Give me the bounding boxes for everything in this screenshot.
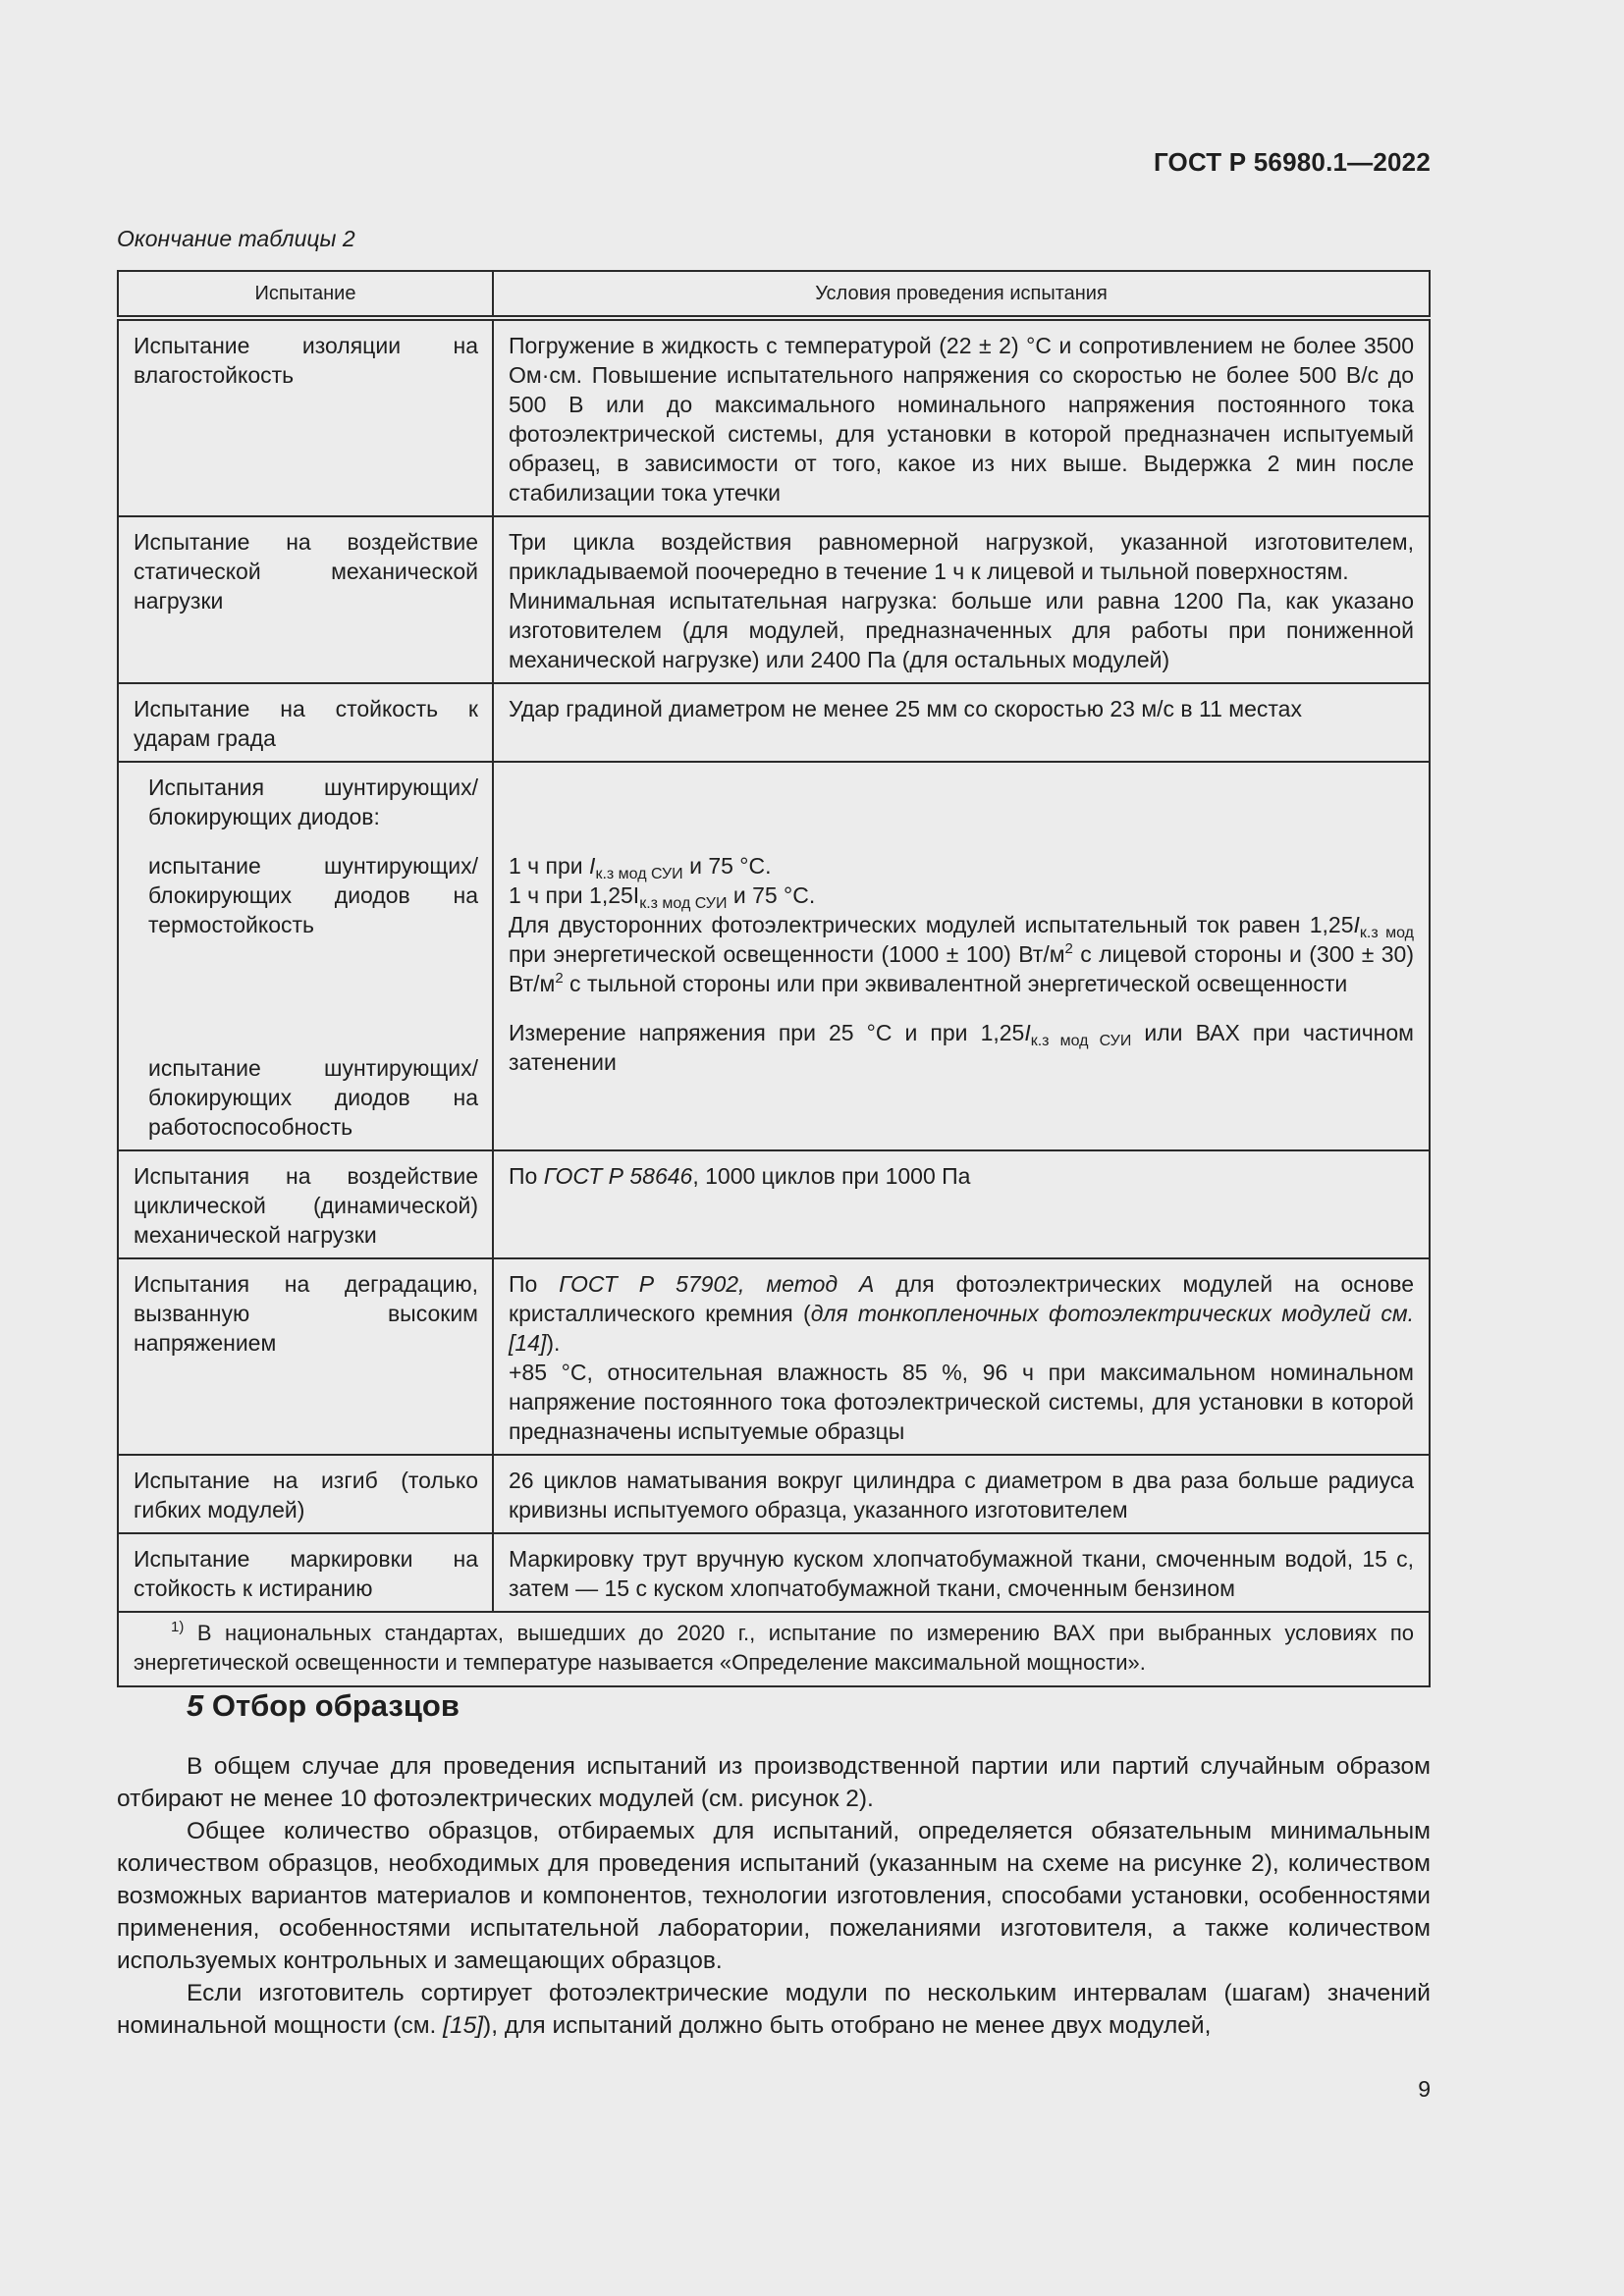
test-name-cell: Испытания на деградацию, вызванную высоким напряжением (118, 1258, 493, 1455)
function-condition-paragraph: Измерение напряжения при 25 °С и при $1,25I_{к.з мод СУИ}$ или ВАХ при частичном затенении (509, 1020, 1414, 1075)
section-body (117, 1750, 1431, 2042)
conditions-cell (493, 1258, 1430, 1455)
table-row (118, 1455, 1430, 1533)
thermal-condition-line: 1 ч при $I_{к.з мод СУИ}$ и 75 °С. (509, 853, 772, 882)
conditions-paragraph: По ГОСТ Р 57902, метод А для фотоэлектрических модулей на основе кристаллического кремния (для тонкопленочных фотоэлектрических модулей см. [14]). (509, 1271, 1414, 1356)
footnote-marker: 1) (171, 1619, 185, 1635)
standard-reference: ГОСТ Р 58646 (543, 1163, 693, 1189)
column-header-test: Испытание (118, 271, 493, 318)
conditions-paragraph: Три цикла воздействия равномерной нагрузкой, указанной изготовителем, прикладываемой поочередно в течение 1 ч к лицевой и тыльной поверхностям. (509, 529, 1414, 584)
conditions-cell (493, 516, 1430, 683)
thermal-condition-line: 1 ч при $1,25I_{к.з мод СУИ}$ и 75 °С. (509, 882, 816, 912)
conditions-cell: 26 циклов наматывания вокруг цилиндра с диаметром в два раза больше радиуса кривизны испытуемого образца, указанного изготовителем (493, 1455, 1430, 1533)
test-name-cell (118, 762, 493, 1150)
body-paragraph: В общем случае для проведения испытаний из производственной партии или партий случайным образом отбирают не менее 10 фотоэлектрических модулей (см. рисунок 2). (117, 1753, 1431, 1812)
conditions-cell: Маркировку трут вручную куском хлопчатобумажной ткани, смоченным водой, 15 с, затем — 15 с куском хлопчатобумажной ткани, смоченным бензином (493, 1533, 1430, 1612)
table-footnote: $^{1)}$ В национальных стандартах, вышедших до 2020 г., испытание по измерению ВАХ при выбранных условиях по энергетической освещенности и температуре называется «Определение максимальной мощности». (118, 1612, 1430, 1686)
table-footnote-row (118, 1612, 1430, 1686)
standard-reference: ГОСТ Р 57902, метод А (559, 1271, 875, 1297)
conditions-cell: По ГОСТ Р 58646, 1000 циклов при 1000 Па (493, 1150, 1430, 1258)
table-caption: Окончание таблицы 2 (117, 226, 355, 251)
bypass-group-title: Испытания шунтирующих/ блокирующих диодов: (148, 774, 478, 829)
table-row (118, 1150, 1430, 1258)
test-name-cell: Испытание на стойкость к ударам града (118, 683, 493, 762)
bibliography-reference: [15] (443, 2012, 484, 2039)
table-row (118, 683, 1430, 762)
body-paragraph: Если изготовитель сортирует фотоэлектрические модули по нескольким интервалам (шагам) значений номинальной мощности (см. [15]), для испытаний должно быть отобрано не менее двух модулей, (117, 1980, 1431, 2039)
table-header-row (118, 271, 1430, 318)
table-row (118, 762, 1430, 1150)
bypass-thermal-test: испытание шунтирующих/ блокирующих диодов на термостойкость (148, 853, 478, 937)
section-number: 5 (187, 1688, 204, 1723)
thermal-condition-paragraph: Для двусторонних фотоэлектрических модулей испытательный ток равен $1,25I_{к.з мод}$ при энергетической освещенности (1000 ± 100) $Вт/м^2$ с лицевой стороны и (300 ± 30) $Вт/м^2$ с тыльной стороны или при эквивалентной энергетической освещенности (509, 912, 1415, 996)
conditions-paragraph: +85 °С, относительная влажность 85 %, 96 ч при максимальном номинальном напряжение постоянного тока фотоэлектрической системы, для установки в которой предназначены испытуемые образцы (509, 1360, 1414, 1444)
test-name-cell: Испытание маркировки на стойкость к истиранию (118, 1533, 493, 1612)
body-paragraph: Общее количество образцов, отбираемых для испытаний, определяется обязательным минимальным количеством образцов, необходимых для проведения испытаний (указанным на схеме на рисунке 2), количеством возможных вариантов материалов и компонентов, технологии изготовления, способами установки, особенностями применения, особенностями испытательной лаборатории, пожеланиями изготовителя, а также количеством используемых контрольных и замещающих образцов. (117, 1818, 1431, 1974)
table-row (118, 1258, 1430, 1455)
standard-code-header: ГОСТ Р 56980.1—2022 (1153, 147, 1431, 177)
test-name-cell: Испытание на воздействие статической механической нагрузки (118, 516, 493, 683)
test-name-cell: Испытания на воздействие циклической (динамической) механической нагрузки (118, 1150, 493, 1258)
page-number: 9 (1418, 2076, 1431, 2102)
column-header-conditions: Условия проведения испытания (493, 271, 1430, 318)
table-row (118, 516, 1430, 683)
table-row (118, 318, 1430, 516)
test-name-cell: Испытание изоляции на влагостойкость (118, 318, 493, 516)
conditions-cell: Погружение в жидкость с температурой (22 ± 2) °С и сопротивлением не более 3500 Ом·см. Повышение испытательного напряжения со скоростью не более 500 В/с до 500 В или до максимального номинального напряжения постоянного тока фотоэлектрической системы, для установки в которой предназначен испытуемый образец, в зависимости от того, какое из них выше. Выдержка 2 мин после стабилизации тока утечки (493, 318, 1430, 516)
bypass-function-test: испытание шунтирующих/ блокирующих диодов на работоспособность (148, 1055, 478, 1140)
conditions-paragraph: Минимальная испытательная нагрузка: больше или равна 1200 Па, как указано изготовителем (для модулей, предназначенных для работы при пониженной механической нагрузке) или 2400 Па (для остальных модулей) (509, 588, 1414, 672)
conditions-cell: Удар градиной диаметром не менее 25 мм со скоростью 23 м/с в 11 местах (493, 683, 1430, 762)
tests-table (117, 270, 1431, 1687)
section-heading: 5 Отбор образцов (187, 1688, 460, 1723)
table-row (118, 1533, 1430, 1612)
conditions-cell (493, 762, 1430, 1150)
test-name-cell: Испытание на изгиб (только гибких модулей) (118, 1455, 493, 1533)
